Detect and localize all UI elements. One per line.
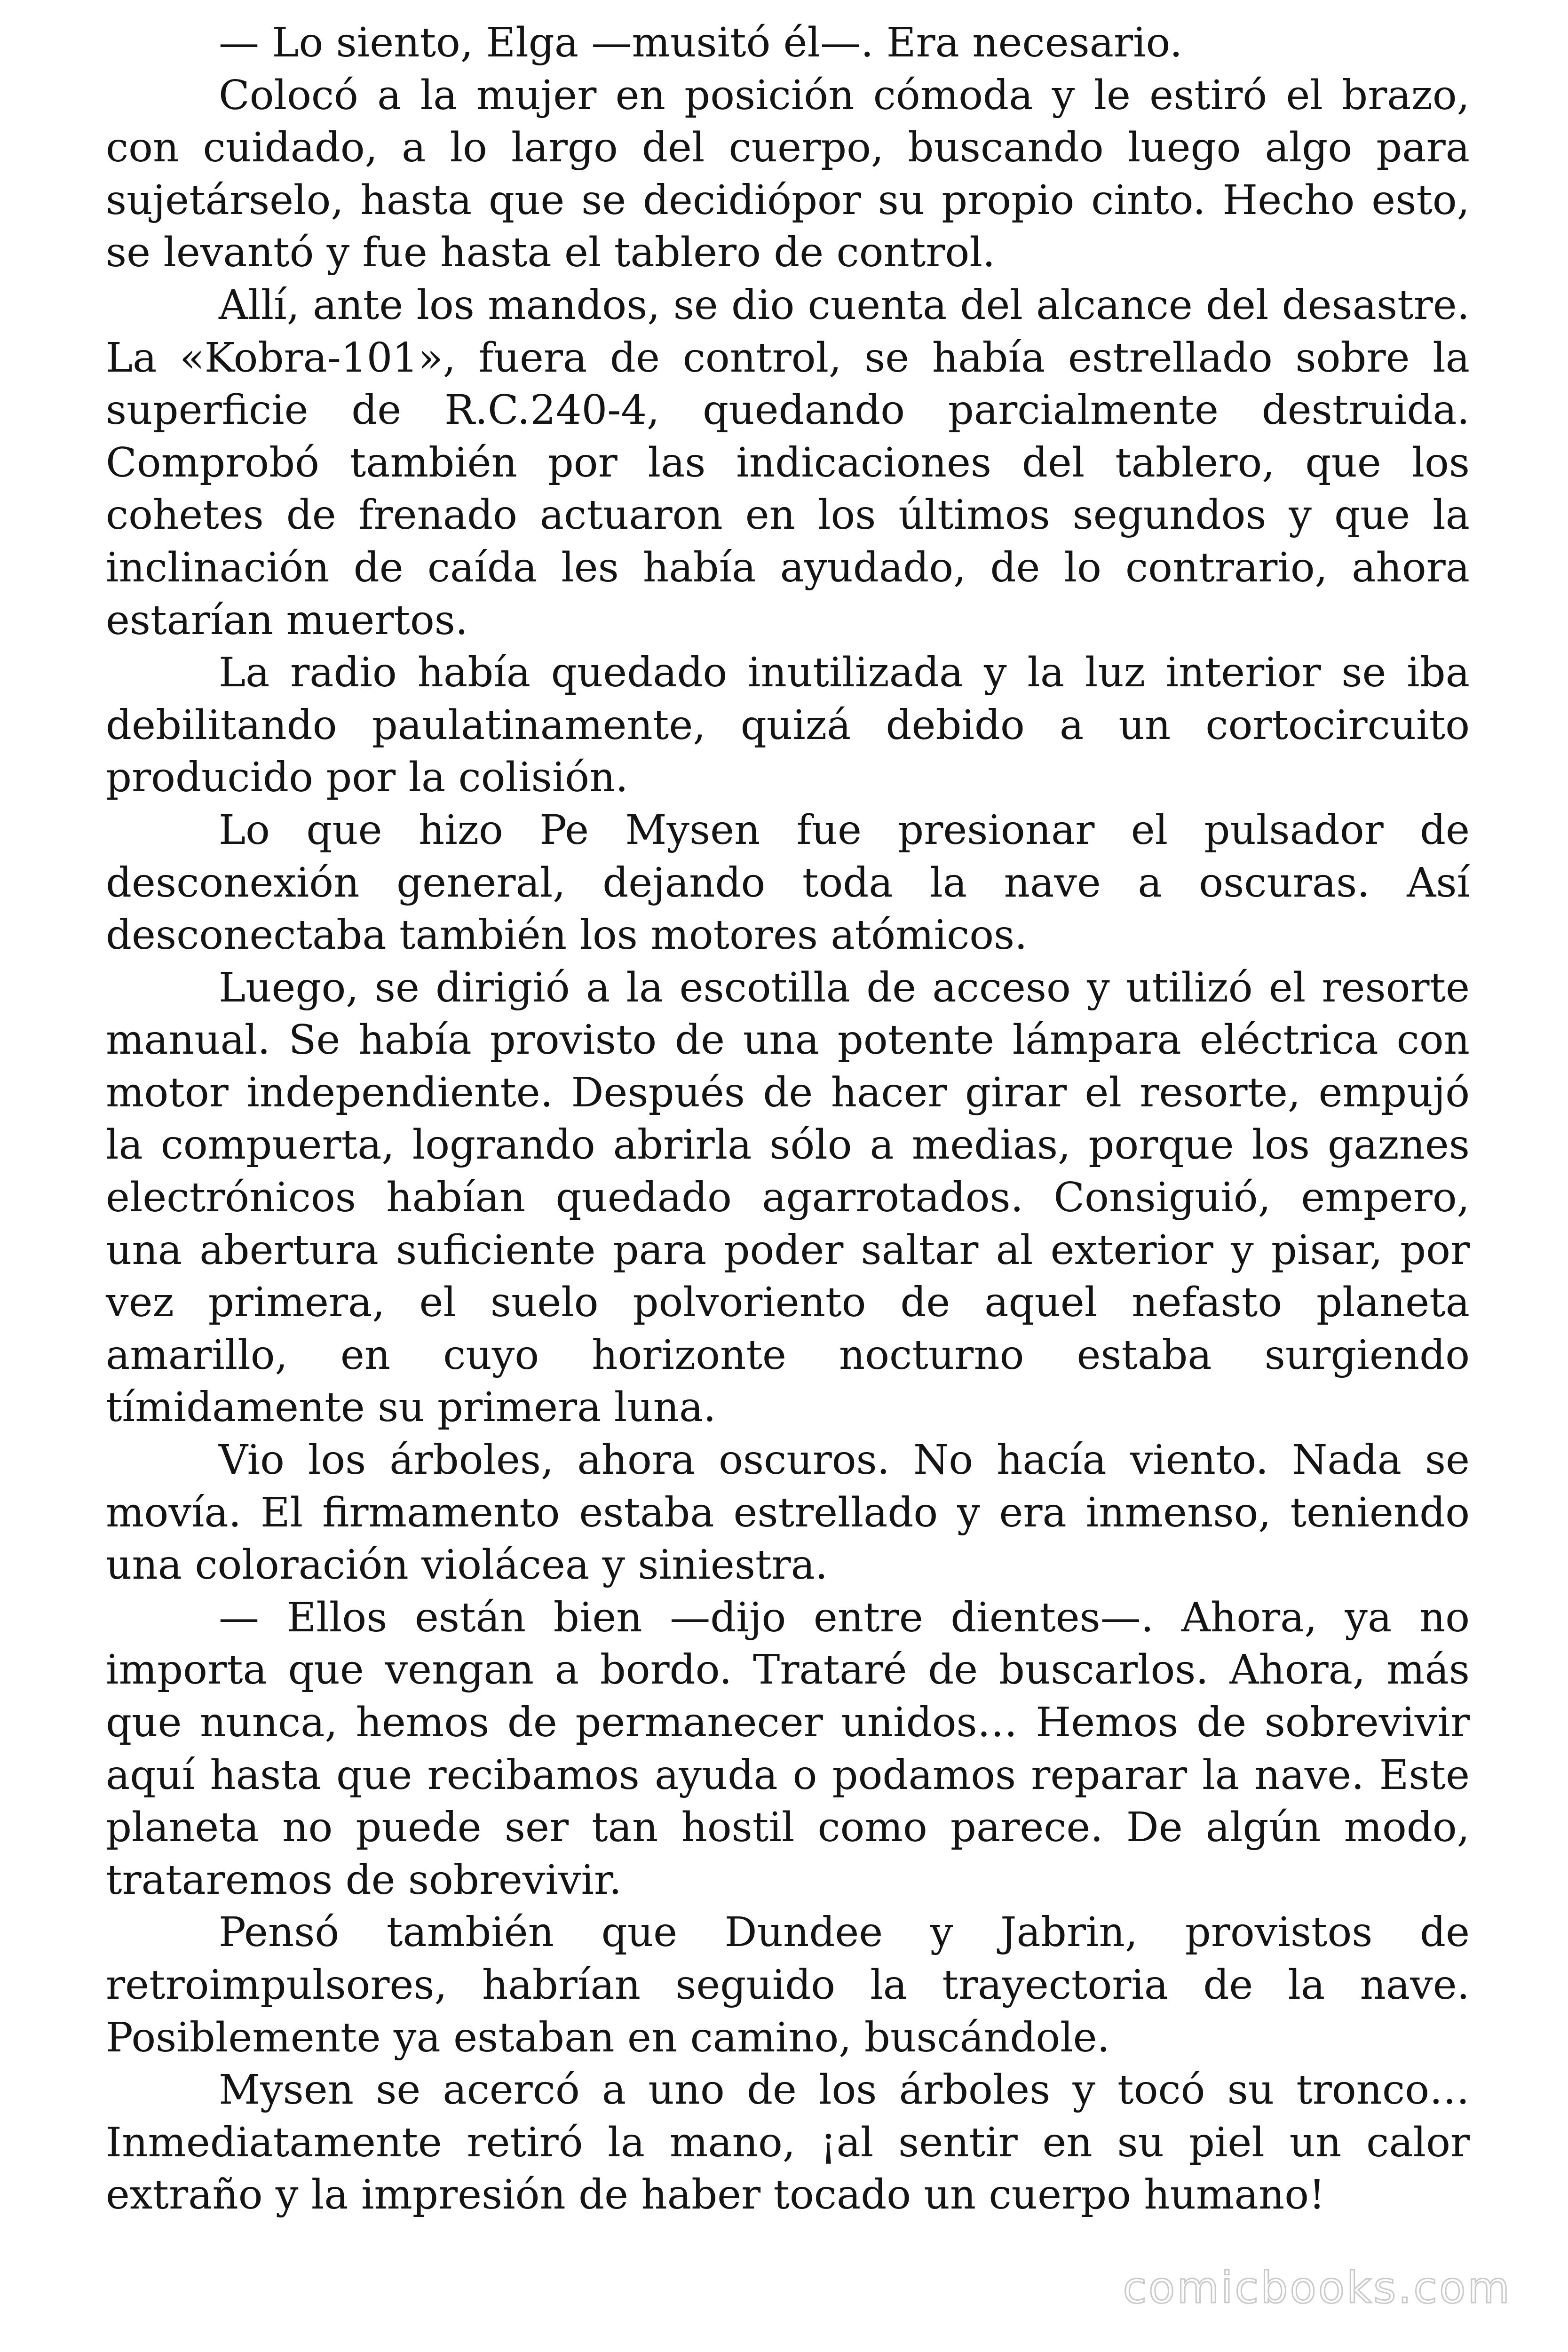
paragraph: La radio había quedado inutilizada y la luz interior se iba debilitando paulatinamente, quizá debido a un cortocircuito producido por la colisión.	[106, 649, 1470, 802]
paragraph: — Lo siento, Elga —musitó él—. Era necesario.	[219, 19, 1183, 66]
watermark: comicbooks.com	[1123, 2263, 1512, 2313]
paragraph: Vio los árboles, ahora oscuros. No hacía viento. Nada se movía. El firmamento estaba estrellado y era inmenso, teniendo una coloración violácea y siniestra.	[106, 1437, 1470, 1589]
page-body	[106, 17, 1470, 2222]
paragraph: — Ellos están bien —dijo entre dientes—. Ahora, ya no importa que vengan a bordo. Trataré de buscarlos. Ahora, más que nunca, hemos de permanecer unidos… Hemos de sobrevivir aquí hasta que recibamos ayuda o podamos reparar la nave. Este planeta no puede ser tan hostil como parece. De algún modo, trataremos de sobrevivir.	[106, 1594, 1470, 1904]
paragraph: Luego, se dirigió a la escotilla de acceso y utilizó el resorte manual. Se había provisto de una potente lámpara eléctrica con motor independiente. Después de hacer girar el resorte, empujó la compuerta, logrando abrirla sólo a medias, porque los gaznes electrónicos habían quedado agarrotados. Consiguió, empero, una abertura suficiente para poder saltar al exterior y pisar, por vez primera, el suelo polvoriento de aquel nefasto planeta amarillo, en cuyo horizonte nocturno estaba surgiendo tímidamente su primera luna.	[106, 964, 1470, 1431]
paragraph: Mysen se acercó a uno de los árboles y tocó su tronco… Inmediatamente retiró la mano, ¡al sentir en su piel un calor extraño y la impresión de haber tocado un cuerpo humano!	[106, 2066, 1470, 2219]
paragraph: Allí, ante los mandos, se dio cuenta del alcance del desastre. La «Kobra-101», fuera de control, se había estrellado sobre la superficie de R.C.240-4, quedando parcialmente destruida. Comprobó también por las indicaciones del tablero, que los cohetes de frenado actuaron en los últimos segundos y que la inclinación de caída les había ayudado, de lo contrario, ahora estarían muertos.	[106, 281, 1470, 644]
paragraph: Colocó a la mujer en posición cómoda y le estiró el brazo, con cuidado, a lo largo del cuerpo, buscando luego algo para sujetárselo, hasta que se decidiópor su propio cinto. Hecho esto, se levantó y fue hasta el tablero de control.	[106, 72, 1470, 277]
paragraph: Pensó también que Dundee y Jabrin, provistos de retroimpulsores, habrían seguido la trayectoria de la nave. Posiblemente ya estaban en camino, buscándole.	[106, 1909, 1470, 2061]
paragraph: Lo que hizo Pe Mysen fue presionar el pulsador de desconexión general, dejando toda la nave a oscuras. Así desconectaba también los motores atómicos.	[106, 806, 1470, 959]
